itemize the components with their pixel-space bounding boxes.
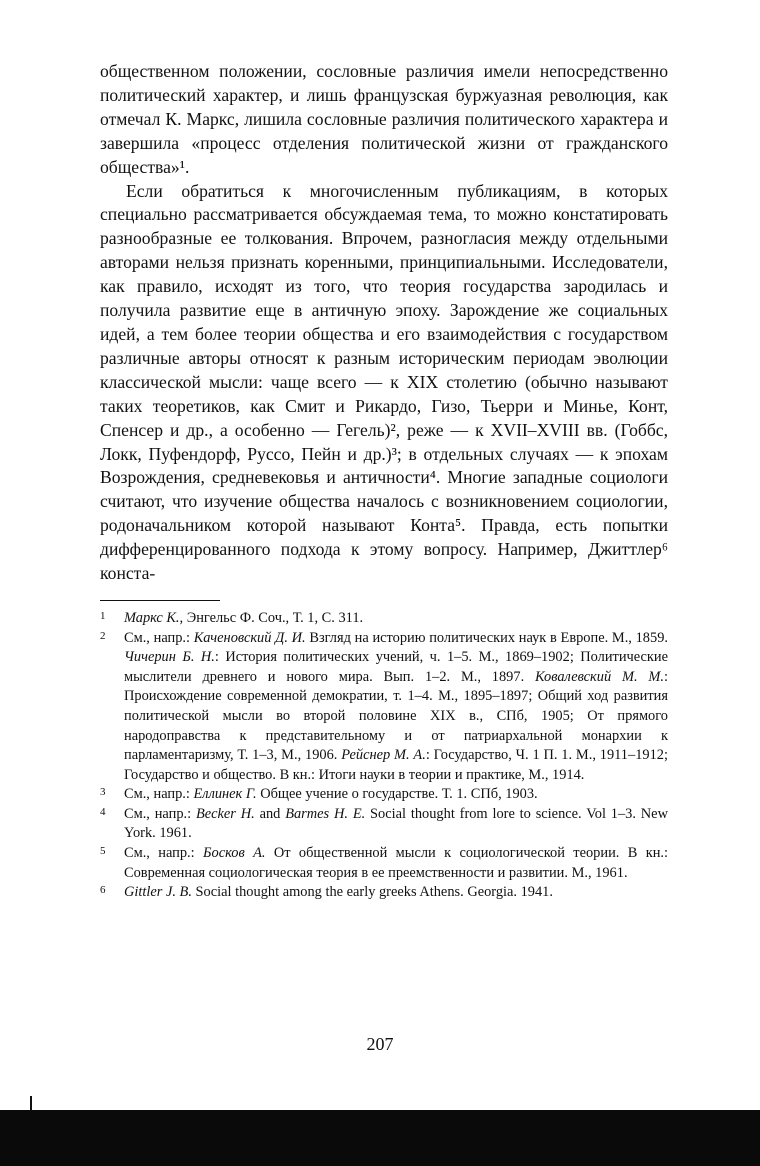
footnote-text: , Энгельс Ф. Соч., Т. 1, С. 311. <box>179 609 364 626</box>
footnote-number: 1 <box>100 609 106 622</box>
footnote-4 <box>100 805 668 844</box>
footnote-text: От общественной мысли к социологической теории. В кн.: Современная социологическая теория в ее преемственности и развитии. М., 1961. <box>124 845 668 881</box>
footnote-author: Каченовский Д. И. <box>193 629 306 646</box>
footnote-text: См., напр.: <box>124 845 204 862</box>
footnote-text: Общее учение о государстве. Т. 1. СПб, 1903. <box>256 786 538 803</box>
footnotes-list <box>100 609 668 903</box>
footnote-number: 2 <box>100 629 106 642</box>
footnote-text: : Государство, Ч. 1 П. 1. М., 1911–1912; Государство и общество. В кн.: Итоги науки в теории и практике, М., 1914. <box>124 747 668 783</box>
footnote-author: Рейснер М. А. <box>341 747 426 764</box>
footnote-text: Social thought from lore to science. Vol 1–3. New York. 1961. <box>124 805 668 842</box>
footnote-number: 5 <box>100 845 106 858</box>
footnote-author: Gittler J. B. <box>124 884 192 901</box>
footnote-6 <box>100 883 668 903</box>
footnote-text: and <box>254 805 286 822</box>
footnote-number: 4 <box>100 805 106 818</box>
page-number: 207 <box>366 1034 394 1054</box>
footnote-separator <box>100 600 220 601</box>
footnote-text: Взгляд на историю политических наук в Европе. М., 1859. <box>305 629 668 646</box>
footnote-author: Barmes H. E. <box>285 805 366 822</box>
footnote-number: 6 <box>100 884 106 897</box>
footnote-text: : Происхождение современной демократии, т. 1–4. М., 1895–1897; Общий ход развития политической мысли во второй половине XIX в., СПб, 1905; От прямого народоправства к представительному и от патриархальной монархии к парламентаризму, Т. 1–3, М., 1906. <box>124 668 668 764</box>
paragraph-continuation: общественном положении, сословные различия имели непосредственно политический характер, и лишь французская буржуазная революция, как отмечал К. Маркс, лишила сословные различия политического характера и завершила «процесс отделения политической жизни от гражданского общества»¹. <box>100 61 668 177</box>
footnote-3 <box>100 785 668 805</box>
paragraph-main: Если обратиться к многочисленным публикациям, в которых специально рассматривается обсуждаемая тема, то можно констатировать разнообразные ее толкования. Впрочем, разногласия между отдельными авторами нельзя признать коренными, принципиальными. Исследователи, как правило, исходят из того, что теория государства зародилась и получила развитие еще в античную эпоху. Зарождение же социальных идей, а тем более теории общества и его взаимодействия с государством различные авторы относят к разным историческим периодам эволюции классической мысли: чаще всего — к XIX столетию (обычно называют таких теоретиков, как Смит и Рикардо, Гизо, Тьерри и Минье, Конт, Спенсер и др., а особенно — Гегель)², реже — к XVII–XVIII вв. (Гоббс, Локк, Пуфендорф, Руссо, Пейн и др.)³; в отдельных случаях — к эпохам Возрождения, средневековья и античности⁴. Многие западные социологи считают, что изучение общества началось с возникновением социологии, родоначальником которой называют Конта⁵. Правда, есть попытки дифференцированного подхода к этому вопросу. Например, Джиттлер⁶ конста- <box>100 180 668 584</box>
footnote-author: Ковалевский М. М. <box>535 668 664 685</box>
footnote-2 <box>100 629 668 786</box>
footnote-5 <box>100 844 668 883</box>
footnote-author: Маркс К. <box>124 609 180 626</box>
footnote-text: Social thought among the early greeks Athens. Georgia. 1941. <box>191 884 553 901</box>
footnote-author: Еллинек Г. <box>193 786 257 803</box>
footnote-text: См., напр.: <box>124 629 194 646</box>
footnote-1 <box>100 609 668 629</box>
footnote-text: : История политических учений, ч. 1–5. М., 1869–1902; Политические мыслители древнего и нового мира. Вып. 1–2. М., 1897. <box>124 649 668 685</box>
page-body <box>100 60 668 903</box>
footnote-text: См., напр.: <box>124 786 194 803</box>
scan-bottom-edge <box>0 1110 760 1166</box>
footnote-author: Becker H. <box>195 805 255 822</box>
footnote-number: 3 <box>100 786 106 799</box>
footnote-author: Чичерин Б. Н. <box>124 649 215 666</box>
footnote-text: См., напр.: <box>124 805 196 822</box>
footnote-author: Босков А. <box>203 845 266 862</box>
